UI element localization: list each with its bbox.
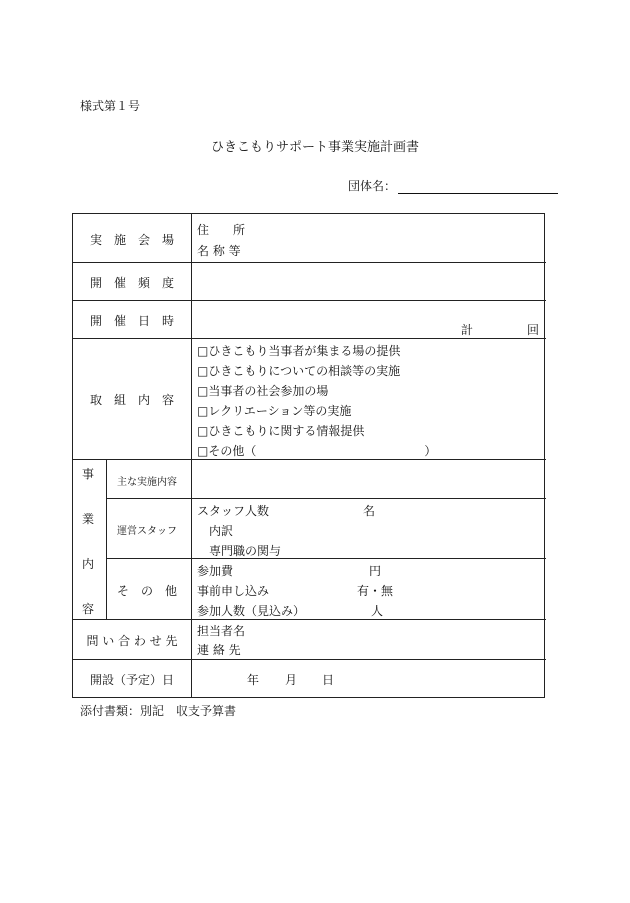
fee-label: 参加費: [197, 564, 234, 578]
column-divider: [106, 459, 107, 619]
row-divider: [73, 459, 546, 460]
plan-table: [72, 213, 545, 698]
venue-label: 実 施 会 場: [89, 233, 174, 247]
other-label: そ の 他: [117, 584, 178, 598]
column-divider: [191, 214, 192, 697]
row-divider: [106, 498, 546, 499]
organization-name-field[interactable]: [348, 177, 558, 194]
datetime-label: 開 催 日 時: [89, 314, 174, 328]
day-label: 日: [322, 673, 335, 687]
contact-label: 問 い 合 わ せ 先: [86, 634, 178, 648]
row-divider: [106, 558, 546, 559]
row-divider: [73, 338, 546, 339]
staff-breakdown-label: 内訳: [209, 524, 234, 538]
organization-name-label: 団体名：: [348, 179, 397, 193]
attachments-note: 添付書類：別記 収支予算書: [80, 704, 237, 718]
activities-label: 取 組 内 容: [89, 393, 174, 407]
staff-count-unit: 名: [363, 504, 376, 518]
staff-count-label: スタッフ人数: [197, 504, 270, 518]
row-divider: [73, 659, 546, 660]
business-label-char: 事: [82, 467, 95, 481]
organization-name-underline[interactable]: [398, 179, 558, 194]
participants-unit: 人: [371, 604, 384, 618]
activity-checkbox-item[interactable]: □当事者の社会参加の場: [197, 384, 329, 398]
venue-address-label: 住 所: [197, 223, 246, 237]
row-divider: [73, 300, 546, 301]
page-title: ひきこもりサポート事業実施計画書: [210, 140, 419, 155]
times-label: 回: [527, 323, 540, 337]
reservation-choice[interactable]: 有・無: [357, 584, 394, 598]
activity-checkbox-item[interactable]: □ひきこもりについての相談等の実施: [197, 364, 401, 378]
activity-checkbox-item[interactable]: □レクリエーション等の実施: [197, 404, 352, 418]
contact-phone-label: 連 絡 先: [197, 643, 241, 657]
month-label: 月: [285, 673, 298, 687]
form-number: 様式第１号: [80, 99, 141, 113]
fee-unit: 円: [369, 564, 382, 578]
venue-name-label: 名 称 等: [197, 244, 241, 258]
opening-date-label: 開設（予定）日: [89, 673, 174, 687]
main-content-label: 主な実施内容: [117, 477, 177, 488]
frequency-label: 開 催 頻 度: [89, 276, 174, 290]
specialist-label: 専門職の関与: [209, 544, 282, 558]
activity-checkbox-item[interactable]: □その他（ ）: [197, 444, 437, 458]
contact-person-label: 担当者名: [197, 624, 246, 638]
row-divider: [73, 262, 546, 263]
activity-checkbox-item[interactable]: □ひきこもり当事者が集まる場の提供: [197, 344, 401, 358]
activity-checkbox-item[interactable]: □ひきこもりに関する情報提供: [197, 424, 365, 438]
business-label-char: 業: [82, 512, 95, 526]
business-label-char: 内: [82, 557, 95, 571]
participants-label: 参加人数（見込み）: [197, 604, 306, 618]
total-label: 計: [461, 323, 474, 337]
row-divider: [73, 619, 546, 620]
reservation-label: 事前申し込み: [197, 584, 270, 598]
staff-label: 運営スタッフ: [117, 526, 177, 537]
business-label-char: 容: [82, 602, 95, 616]
year-label: 年: [247, 673, 260, 687]
